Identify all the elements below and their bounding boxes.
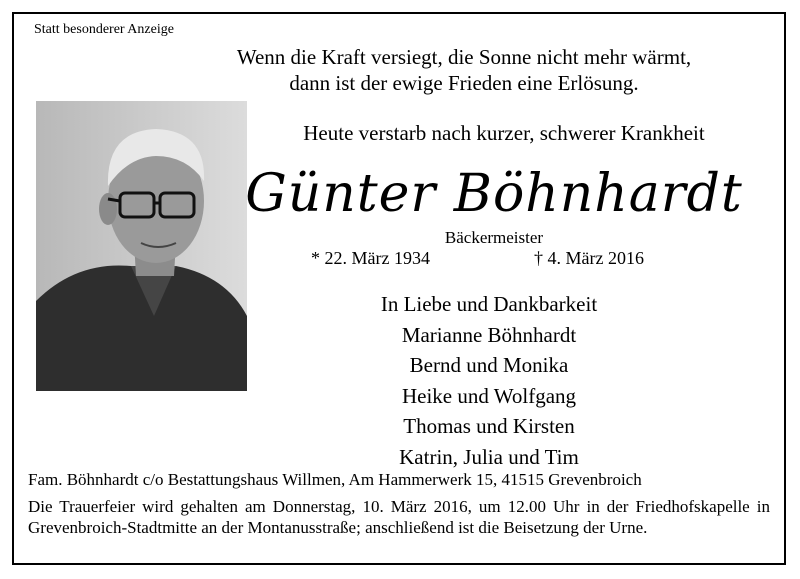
mourner-name: Bernd und Monika — [409, 353, 569, 377]
mourner-name: Katrin, Julia und Tim — [399, 444, 579, 469]
profession: Bäckermeister — [444, 228, 544, 247]
mourners-heading: In Liebe und Dankbarkeit — [380, 292, 598, 316]
mourner-name: Heike und Wolfgang — [401, 383, 577, 408]
notice-label: Statt besonderer Anzeige — [34, 22, 174, 37]
motto — [214, 44, 714, 96]
portrait-illustration — [36, 101, 247, 391]
contact-address: Fam. Böhnhardt c/o Bestattungshaus Willmen, Am Hammerwerk 15, 41515 Grevenbroich — [28, 470, 642, 489]
portrait-photo — [36, 101, 247, 391]
intro-text: Heute verstarb nach kurzer, schwerer Krankheit — [303, 121, 705, 145]
motto-line-1: Wenn die Kraft versiegt, die Sonne nicht mehr wärmt, — [236, 45, 692, 69]
death-date: † 4. März 2016 — [534, 248, 644, 268]
birth-date: * 22. März 1934 — [311, 248, 430, 268]
service-details: Die Trauerfeier wird gehalten am Donnerstag, 10. März 2016, um 12.00 Uhr in der Friedhofskapelle in Grevenbroich-Stadtmitte an der Montanusstraße; anschließend ist die Beisetzung der Urne. — [28, 497, 770, 537]
mourner-name: Marianne Böhnhardt — [401, 322, 577, 347]
motto-line-2: dann ist der ewige Frieden eine Erlösung. — [289, 71, 639, 95]
deceased-name: Günter Böhnhardt — [245, 164, 743, 224]
mourners-list — [354, 289, 624, 472]
obituary-frame — [12, 12, 786, 565]
mourner-name: Thomas und Kirsten — [403, 414, 575, 438]
